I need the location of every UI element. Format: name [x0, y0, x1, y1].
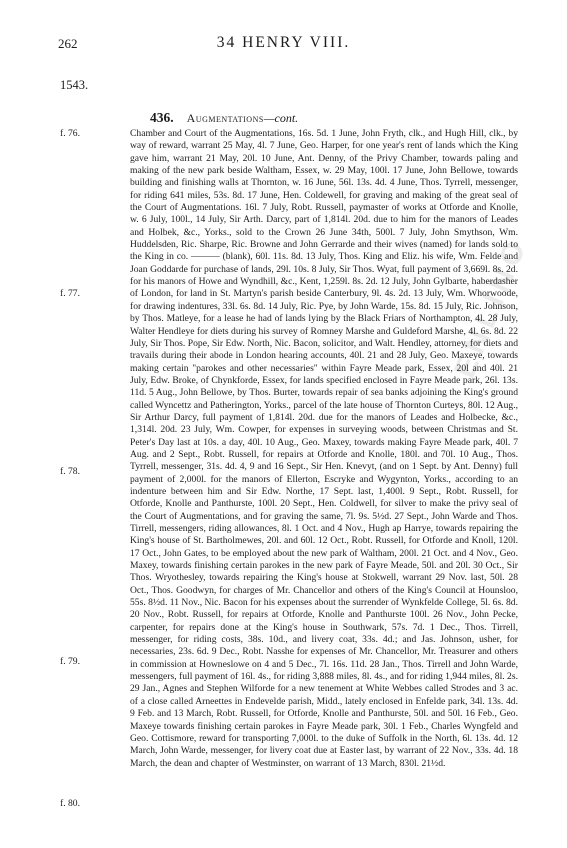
year-marker: 1543.: [60, 78, 89, 92]
section-title: Augmentations: [186, 111, 264, 125]
entry-paragraph: Chamber and Court of the Augmentations, 16s. 5d. 1 June, John Fryth, clk., and Hugh Hill, clk., by way of reward, warrant 25 May, 4l. 7 June, Geo. Harper, for one year's rent of lands which the King gave him, warrant 21 May, 20l. 10 June, Ant. Denny, of the Privy Chamber, towards paling and making of the new park beside Waltham, Essex, w. 29 May, 100l. 17 June, John Bellowe, towards building and finishing walls at Thornton, w. 16 June, 56l. 13s. 4d. 4 June, Thos. Tyrrell, messenger, for riding 641 miles, 53s. 8d. 17 June, Hen. Coldewell, for graving and making of the great seal of the Court of Augmentations. 16l. 7 July, Robt. Russell, paymaster of works at Otforde and Knolle, w. 6 July, 100l., 14 July, Sir Arth. Darcy, part of 1,814l. 20d. due to him for the manors of Leades and Holbek, &c., Yorks., sold to the Crown 26 June 34th, 500l. 7 July, John Smythson, Wm. Huddelsden, Ric. Sharpe, Ric. Browne and John Gerrarde and their wives (named) for lands sold to the King in co. ——— (blank), 60l. 11s. 8d. 13 July, Thos. King and Eliz. his wife, Wm. Felde and Joan Goddarde for purchase of lands, 29l. 10s. 8 July, Sir Thos. Wyat, full payment of 3,669l. 8s. 2d. for his manors of Howe and Wyndhill, &c., Kent, 1,259l. 8s. 2d. 12 July, John Gylbarte, haberdasher of London, for land in St. Martyn's parish beside Canterbury, 9l. 4s. 2d. 13 July, Wm. Whorwoode, for drawing indentures, 33l. 6s. 8d. 14 July, Ric. Pye, by John Warde, 15s. 8d. 15 July, Ric. Johnson, by Thos. Matleye, for a lease he had of lands lying by the Black Friars of Northampton, 4l. 28 July, Walter Hendleye for diets during his survey of Romney Marshe and Guldeford Marshe, 4l. 6s. 8d. 22 July, Sir Thos. Pope, Sir Edw. North, Nic. Bacon, solicitor, and Walt. Hendley, attorney, for diets and travails during their abode in London hearing accounts, 40l. 21 and 28 July, Geo. Maxeye, towards making certain "parokes and other necessaries" within Fayre Meade park, Essex, 20l and 40l. 21 July, Edw. Broke, of Chynkforde, Essex, for lands specified enclosed in Fayre Meade park, 26l. 13s. 11d. 5 Aug., John Bellowe, by Thos. Burter, towards repair of sea banks adjoining the King's ground called Wyncettz and Patherington, Yorks., parcel of the late house of Thornton Curteys, 80l. 12 Aug., Sir Arthur Darcy, full payment of 1,814l. 20d. due for the manors of Leades and Holbecke, &c., 1,314l. 20d. 23 July, Wm. Cowper, for expenses in surveying woods, between Christmas and St. Peter's Day last at 10s. a day, 40l. 10 Aug., Geo. Maxey, towards making Fayre Meade park, 40l. 7 Aug. and 2 Sept., Robt. Russell, for repairs at Otforde and Knolle, 180l. and 70l. 10 Aug., Thos. Tyrrell, messenger, 31s. 4d. 4, 9 and 16 Sept., Sir Hen. Knevyt, (and on 1 Sept. by Ant. Denny) full payment of 2,000l. for the manors of Ellerton, Escryke and Wygynton, Yorks., according to an indenture between him and Sir Edw. Northe, 17 Sept. last, 1,400l. 9 Sept., Robt. Russell, for Otforde, Knolle and Panthurste, 100l. 20 Sept., Hen. Coldwell, for silver to make the privy seal of the Court of Augmentations, and for graving the same, 7l. 9s. 5½d. 27 Sept., John Warde and Thos. Tirrell, messengers, riding allowances, 8l. 1 Oct. and 4 Nov., Hugh ap Harrye, towards repairing the King's house of St. Bartholmewes, 20l. and 60l. 12 Oct., Robt. Russell, for Otforde and Knoll, 120l. 17 Oct., John Gates, to be employed about the new park of Waltham, 200l. 21 Oct. and 4 Nov., Geo. Maxey, towards finishing certain parokes in the new park of Fayre Meade, 50l. and 20l. 30 Oct., Sir Thos. Wryothesley, towards repairing the King's house at Stokwell, warrant 29 Nov. last, 50l. 28 Oct., Thos. Goodwyn, for charges of Mr. Chancellor and others of the King's Council at Hounsloo, 55s. 8½d. 11 Nov., Nic. Bacon for his expenses about the surrender of Wynkfelde College, 5l. 6s. 8d. 20 Nov., Robt. Russell, for repairs at Otforde, Knolle and Panthurste 100l. 26 Nov., John Pecke, carpenter, for repairs done at the King's house in Southwark, 57s. 7d. 1 Dec., Thos. Tirrell, messenger, for riding costs, 38s. 10d., and livery coat, 33s. 4d.; and Jas. Johnson, usher, for necessaries, 23s. 6d. 9 Dec., Robt. Nasshe for expenses of Mr. Chancellor, Mr. Treasurer and others in commission at Howneslowe on 4 and 5 Dec., 7l. 16s. 11d. 28 Jan., Thos. Tirrell and John Warde, messengers, full payment of 16l. 4s., for riding 3,888 miles, 8l. 4s., and for riding 1,944 miles, 8l. 2s. 29 Jan., Agnes and Stephen Wilforde for a new tenement at White Webbes called Strodes and 3 ac. of a close called Arneettes in Endevelde parish, Midd., lately enclosed in Enfelde park, 34l. 13s. 4d. 9 Feb. and 13 March, Robt. Russell, for Otforde, Knolle and Panthurste, 50l. and 50l. 16 Feb., Geo. Maxeye towards finishing certain parokes in Fayre Meade park, 30l. 1 Feb., Charles Wyngfeld and Geo. Cottismore, reward for transporting 7,000l. to the duke of Suffolk in the North, 6l. 13s. 4d. 12 March, John Warde, messenger, for livery coat due at Easter last, by warrant of 22 Nov., 33s. 4d. 18 March, the dean and chapter of Westminster, on warrant of 13 March, 830l. 21½d.: [130, 128, 518, 769]
folio-ref: f. 78.: [60, 466, 80, 477]
running-head: 34 HENRY VIII.: [216, 34, 351, 51]
section-number: 436.: [150, 110, 174, 125]
section-continuation: —cont.: [263, 111, 299, 125]
section-heading: [150, 110, 298, 126]
watermark-text: ENLINO: [448, 231, 535, 383]
page-number: 262: [58, 36, 78, 51]
folio-ref: f. 80.: [60, 798, 80, 809]
folio-ref: f. 76.: [60, 128, 80, 139]
folio-ref: f. 79.: [60, 656, 80, 667]
entry-text: [130, 128, 518, 770]
folio-ref: f. 77.: [60, 288, 80, 299]
